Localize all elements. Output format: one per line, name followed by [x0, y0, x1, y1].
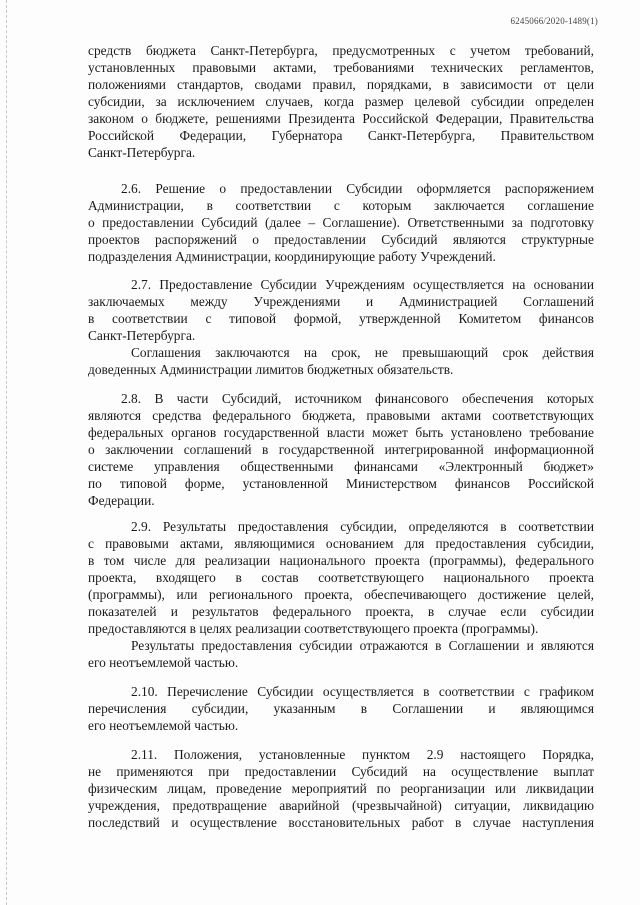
text-line: о заключении соглашений в государственной интегрированной информационной	[88, 442, 594, 457]
text-line: в соответствии с типовой формой, утвержденной Комитетом финансов	[88, 311, 594, 326]
text-line: подразделения Администрации, координирующие работу Учреждений.	[88, 249, 496, 264]
text-line: Федерации.	[88, 493, 155, 508]
text-line: заключаемых между Учреждениями и Администрацией Соглашений	[88, 294, 594, 309]
text-line: физическим лицам, проведение мероприятий по реорганизации или ликвидации	[88, 781, 594, 796]
text-line: перечисления субсидии, указанным в Соглашении и являющимся	[88, 701, 594, 716]
text-line: в том числе для реализации национального проекта (программы), федерального	[88, 553, 594, 568]
text-line: его неотъемлемой частью.	[88, 655, 239, 670]
text-line: по типовой форме, установленной Министерством финансов Российской	[88, 476, 594, 491]
text-line: о предоставлении Субсидий (далее – Соглашение). Ответственными за подготовку	[88, 215, 594, 230]
text-line: Результаты предоставления субсидии отражаются в Соглашении и являются	[131, 638, 594, 653]
paragraph-2-8-start: 2.8. В части Субсидий, источником финансового обеспечения которых	[121, 391, 594, 406]
text-line: предоставляются в целях реализации соответствующего проекта (программы).	[88, 621, 539, 636]
text-line: показателей и результатов федерального проекта, в случае если субсидии	[88, 604, 594, 619]
text-line: являются средства федерального бюджета, правовыми актами соответствующих	[88, 408, 594, 423]
paragraph-2-9-start: 2.9. Результаты предоставления субсидии, определяются в соответствии	[131, 519, 594, 534]
text-line: установленных правовыми актами, требованиями технических регламентов,	[88, 60, 594, 75]
text-line: средств бюджета Санкт-Петербурга, предусмотренных с учетом требований,	[88, 43, 594, 58]
text-line: субсидии, за исключением случаев, когда размер целевой субсидии определен	[88, 94, 594, 109]
text-line: доведенных Администрации лимитов бюджетных обязательств.	[88, 362, 454, 377]
text-line: учреждения, предотвращение аварийной (чрезвычайной) ситуации, ликвидацию	[88, 798, 594, 813]
document-number: 6245066/2020-1489(1)	[510, 16, 598, 26]
text-line: системе управления общественными финансами «Электронный бюджет»	[88, 459, 594, 474]
text-line: Российской Федерации, Губернатора Санкт-Петербурга, Правительством	[88, 128, 594, 143]
text-line: с правовыми актами, являющимися основанием для предоставления субсидии,	[88, 536, 594, 551]
paragraph-2-7-start: 2.7. Предоставление Субсидии Учреждениям осуществляется на основании	[131, 277, 594, 292]
text-line: его неотъемлемой частью.	[88, 718, 239, 733]
text-line: последствий и осуществление восстановительных работ в случае наступления	[88, 815, 594, 830]
text-line: (программы), или регионального проекта, обеспечивающего достижение целей,	[88, 587, 594, 602]
text-line: проектов распоряжений о предоставлении Субсидий являются структурные	[88, 232, 594, 247]
text-line: не применяются при предоставлении Субсидий на осуществление выплат	[88, 764, 594, 779]
text-line: Санкт-Петербурга.	[88, 145, 196, 160]
text-line: Санкт-Петербурга.	[88, 328, 196, 343]
paragraph-2-10-start: 2.10. Перечисление Субсидии осуществляется в соответствии с графиком	[131, 684, 594, 699]
text-line: законом о бюджете, решениями Президента Российской Федерации, Правительства	[88, 111, 594, 126]
text-line: федеральных органов государственной власти может быть установлено требование	[88, 425, 594, 440]
text-line: Администрации, в соответствии с которым заключается соглашение	[88, 198, 594, 213]
paragraph-2-6-start: 2.6. Решение о предоставлении Субсидии оформляется распоряжением	[121, 181, 594, 196]
text-line: положениями стандартов, сводами правил, порядками, в зависимости от цели	[88, 77, 594, 92]
text-line: Соглашения заключаются на срок, не превышающий срок действия	[131, 345, 594, 360]
text-line: проекта, входящего в состав соответствующего национального проекта	[88, 570, 594, 585]
paragraph-2-11-start: 2.11. Положения, установленные пунктом 2.9 настоящего Порядка,	[131, 747, 594, 762]
scan-edge	[0, 0, 7, 905]
